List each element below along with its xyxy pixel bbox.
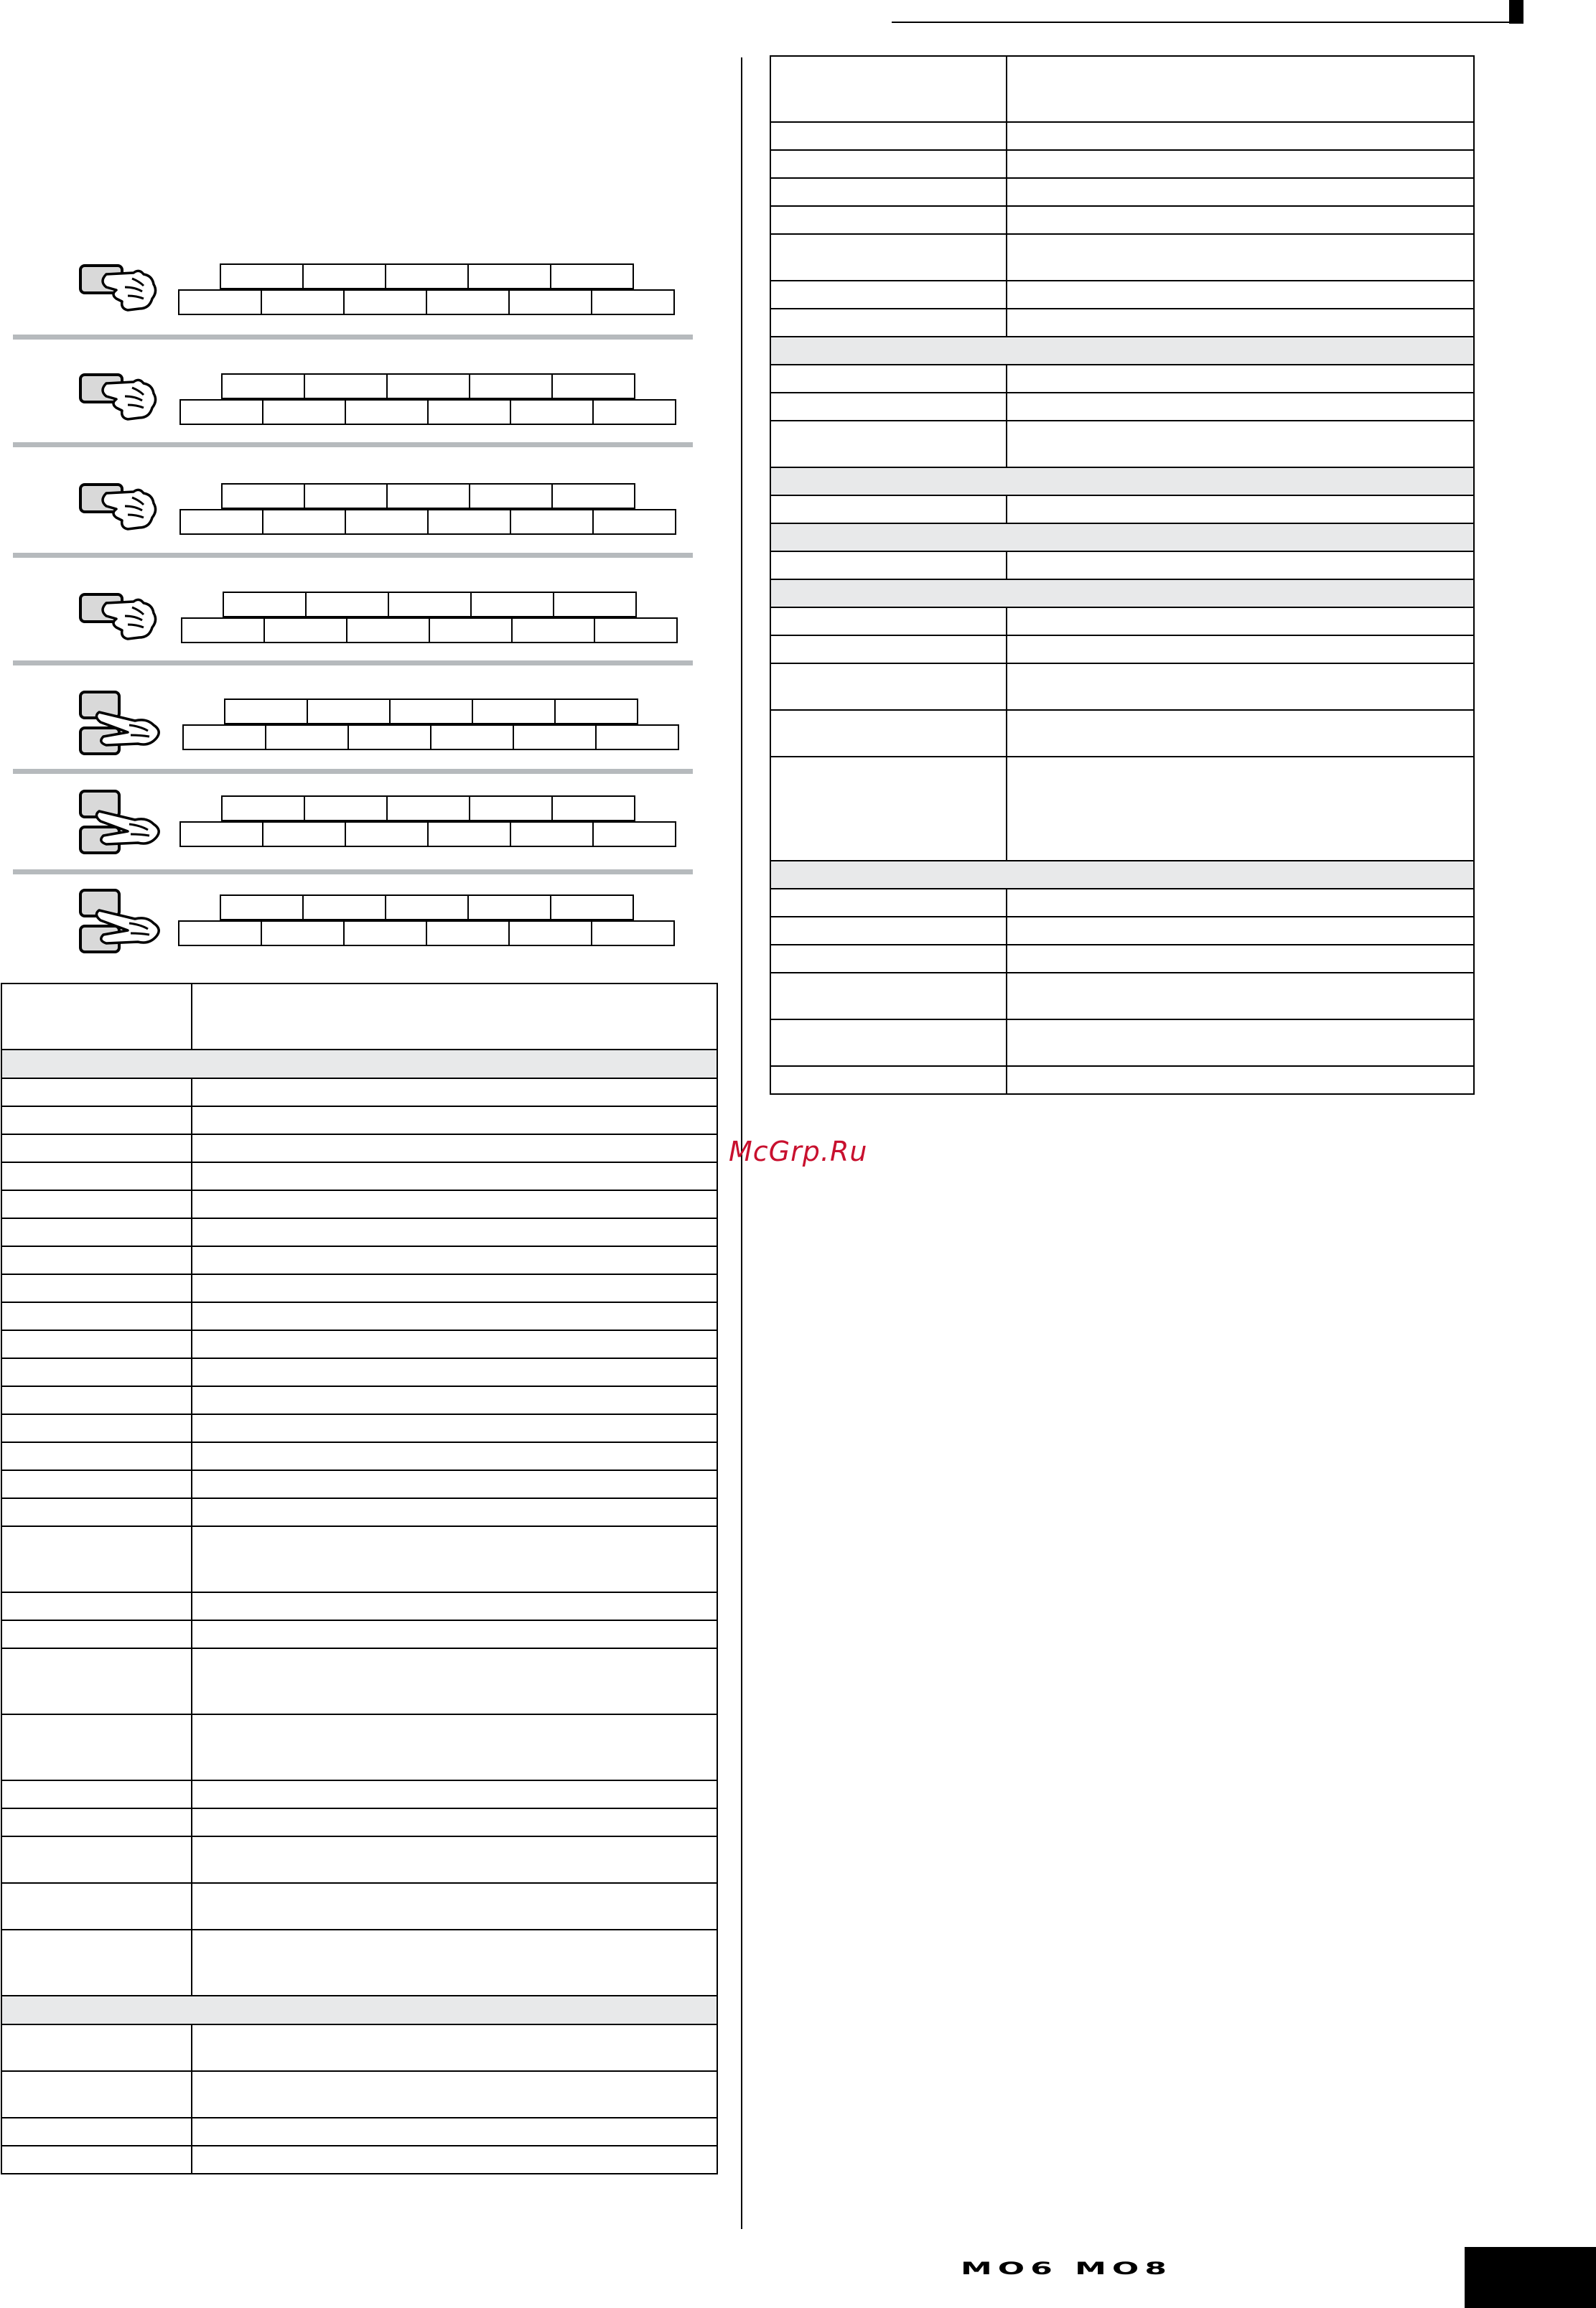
section-divider: [13, 769, 693, 774]
table-row: [770, 234, 1474, 281]
section-header-cell: [1, 1050, 717, 1078]
section-divider: [13, 335, 693, 340]
key-row-upper: [221, 795, 635, 821]
display-key-cell: [510, 509, 594, 535]
parameter-cell: [1, 1414, 192, 1442]
table-row: [1, 1526, 717, 1592]
table-row: [1, 1218, 717, 1246]
display-key-cell: [179, 509, 263, 535]
section-divider: [13, 869, 693, 874]
table-row: [1, 1442, 717, 1470]
description-cell: [1007, 757, 1474, 861]
table-row: [770, 206, 1474, 234]
display-key-cell: [262, 399, 346, 425]
description-cell: [192, 1442, 717, 1470]
description-cell: [192, 1162, 717, 1190]
parameter-cell: [770, 1019, 1007, 1066]
header-tab-marker: [1509, 0, 1523, 24]
display-key-cell: [345, 821, 429, 847]
display-key-cell: [594, 617, 678, 643]
parameter-cell: [1, 1780, 192, 1808]
parameter-cell: [1, 1078, 192, 1106]
parameter-cell: [770, 206, 1007, 234]
parameter-cell: [1, 1218, 192, 1246]
parameter-cell: [1, 1714, 192, 1780]
parameter-cell: [1, 1620, 192, 1648]
section-header-cell: [770, 579, 1474, 607]
watermark-text: McGrp.Ru: [729, 1136, 868, 1167]
description-cell: [192, 1470, 717, 1498]
parameter-cell: [770, 1066, 1007, 1094]
single-button-press-icon: [78, 258, 171, 323]
parameter-cell: [1, 1648, 192, 1714]
parameter-cell: [1, 1592, 192, 1620]
display-key-cell: [430, 724, 514, 750]
description-cell: [192, 1106, 717, 1134]
table-row: [770, 56, 1474, 122]
display-key-cell: [591, 289, 675, 315]
table-row: [770, 122, 1474, 150]
parameter-cell: [1, 1470, 192, 1498]
section-header-cell: [770, 337, 1474, 365]
display-key-cell: [343, 289, 427, 315]
description-cell: [192, 2071, 717, 2118]
section-header-row: [770, 467, 1474, 495]
display-key-cell: [224, 699, 308, 724]
section-divider: [13, 442, 693, 447]
section-header-row: [1, 1050, 717, 1078]
table-row: [1, 1162, 717, 1190]
parameter-cell: [770, 607, 1007, 635]
description-cell: [1007, 710, 1474, 757]
table-row: [1, 1106, 717, 1134]
key-row-upper: [223, 592, 637, 617]
key-row-lower: [179, 399, 676, 425]
display-key-cell: [262, 821, 346, 847]
display-key-cell: [513, 724, 597, 750]
table-row: [770, 607, 1474, 635]
parameter-cell: [1, 1386, 192, 1414]
table-row: [770, 889, 1474, 917]
parameter-cell: [1, 1442, 192, 1470]
parameter-cell: [1, 1330, 192, 1358]
table-row: [1, 1714, 717, 1780]
table-row: [770, 393, 1474, 421]
parameter-cell: [770, 150, 1007, 178]
key-row-upper: [221, 483, 635, 509]
display-key-cell: [262, 509, 346, 535]
display-key-cell: [386, 795, 470, 821]
display-key-cell: [426, 920, 510, 946]
description-cell: [192, 1330, 717, 1358]
brand-logo: MO6 MO8: [961, 2258, 1172, 2279]
parameter-cell: [1, 1134, 192, 1162]
display-key-cell: [385, 894, 469, 920]
description-cell: [192, 1648, 717, 1714]
description-cell: [1007, 551, 1474, 579]
description-cell: [192, 1386, 717, 1414]
table-row: [1, 1648, 717, 1714]
display-key-cell: [550, 894, 634, 920]
display-key-cell: [305, 592, 389, 617]
key-row-upper: [221, 373, 635, 399]
parameter-cell: [770, 635, 1007, 663]
section-header-cell: [770, 861, 1474, 889]
table-row: [1, 2118, 717, 2146]
display-key-cell: [592, 821, 676, 847]
table-row: [1, 2071, 717, 2118]
parameter-cell: [1, 1274, 192, 1302]
parameter-cell: [770, 495, 1007, 523]
parameter-cell: [1, 984, 192, 1050]
description-cell: [1007, 421, 1474, 467]
display-key-cell: [426, 289, 510, 315]
description-cell: [192, 1134, 717, 1162]
description-cell: [1007, 973, 1474, 1019]
table-row: [770, 178, 1474, 206]
description-cell: [192, 1930, 717, 1996]
display-key-cell: [178, 289, 262, 315]
spec-table-right: [770, 55, 1475, 1095]
table-row: [770, 421, 1474, 467]
two-button-press-icon: [78, 790, 171, 861]
section-header-cell: [770, 523, 1474, 551]
display-key-cell: [510, 399, 594, 425]
table-row: [1, 1078, 717, 1106]
display-key-cell: [221, 795, 305, 821]
display-key-cell: [386, 483, 470, 509]
description-cell: [1007, 945, 1474, 973]
display-key-cell: [550, 263, 634, 289]
key-row-upper: [220, 894, 634, 920]
description-cell: [1007, 178, 1474, 206]
table-row: [1, 1498, 717, 1526]
description-cell: [192, 1358, 717, 1386]
display-key-cell: [592, 509, 676, 535]
display-key-cell: [304, 483, 388, 509]
display-key-cell: [304, 795, 388, 821]
parameter-cell: [770, 122, 1007, 150]
table-row: [770, 710, 1474, 757]
page-number-tab: [1465, 2247, 1596, 2308]
display-key-cell: [467, 263, 551, 289]
parameter-cell: [770, 710, 1007, 757]
display-key-cell: [302, 263, 386, 289]
table-row: [770, 551, 1474, 579]
table-row: [1, 1246, 717, 1274]
description-cell: [1007, 635, 1474, 663]
parameter-cell: [1, 1808, 192, 1836]
parameter-cell: [1, 2118, 192, 2146]
display-key-cell: [345, 509, 429, 535]
parameter-cell: [1, 1883, 192, 1930]
description-cell: [192, 1836, 717, 1883]
description-cell: [192, 1592, 717, 1620]
description-cell: [1007, 365, 1474, 393]
table-row: [1, 1414, 717, 1442]
description-cell: [192, 2118, 717, 2146]
parameter-cell: [1, 1106, 192, 1134]
display-key-cell: [386, 373, 470, 399]
description-cell: [1007, 393, 1474, 421]
key-row-upper: [220, 263, 634, 289]
description-cell: [192, 1218, 717, 1246]
parameter-cell: [1, 1498, 192, 1526]
description-cell: [192, 2146, 717, 2174]
description-cell: [192, 1498, 717, 1526]
display-key-cell: [345, 399, 429, 425]
display-key-cell: [551, 373, 635, 399]
display-key-cell: [220, 263, 304, 289]
description-cell: [1007, 1019, 1474, 1066]
display-key-cell: [427, 399, 511, 425]
parameter-cell: [770, 56, 1007, 122]
parameter-cell: [770, 234, 1007, 281]
display-key-cell: [551, 795, 635, 821]
key-row-upper: [224, 699, 638, 724]
display-key-cell: [263, 617, 347, 643]
parameter-cell: [770, 889, 1007, 917]
description-cell: [192, 1302, 717, 1330]
table-row: [770, 495, 1474, 523]
table-row: [1, 1930, 717, 1996]
parameter-cell: [770, 281, 1007, 309]
display-key-cell: [347, 724, 431, 750]
parameter-cell: [770, 421, 1007, 467]
description-cell: [1007, 281, 1474, 309]
display-key-cell: [182, 724, 266, 750]
key-row-lower: [178, 289, 675, 315]
parameter-cell: [1, 1930, 192, 1996]
key-row-lower: [179, 821, 676, 847]
description-cell: [1007, 495, 1474, 523]
display-key-cell: [221, 373, 305, 399]
description-cell: [192, 1780, 717, 1808]
display-key-cell: [551, 483, 635, 509]
display-key-cell: [178, 920, 262, 946]
table-row: [1, 984, 717, 1050]
parameter-cell: [1, 2024, 192, 2071]
table-row: [770, 917, 1474, 945]
display-key-cell: [467, 894, 551, 920]
table-row: [770, 973, 1474, 1019]
display-key-cell: [427, 821, 511, 847]
parameter-cell: [770, 945, 1007, 973]
table-row: [770, 281, 1474, 309]
section-header-row: [770, 579, 1474, 607]
parameter-cell: [1, 2146, 192, 2174]
description-cell: [1007, 607, 1474, 635]
single-button-press-icon: [78, 587, 171, 652]
parameter-cell: [1, 1246, 192, 1274]
display-key-cell: [511, 617, 595, 643]
display-key-cell: [429, 617, 513, 643]
display-key-cell: [508, 289, 592, 315]
description-cell: [192, 1620, 717, 1648]
two-button-press-icon: [78, 691, 171, 762]
section-header-row: [1, 1996, 717, 2024]
display-key-cell: [554, 699, 638, 724]
table-row: [1, 1592, 717, 1620]
table-row: [770, 635, 1474, 663]
table-row: [1, 1274, 717, 1302]
display-key-cell: [346, 617, 430, 643]
description-cell: [192, 1414, 717, 1442]
table-row: [770, 150, 1474, 178]
spec-table-left: [1, 983, 718, 2174]
description-cell: [1007, 234, 1474, 281]
display-key-cell: [221, 483, 305, 509]
table-row: [1, 2146, 717, 2174]
parameter-cell: [770, 757, 1007, 861]
description-cell: [192, 2024, 717, 2071]
section-header-cell: [1, 1996, 717, 2024]
display-key-cell: [261, 289, 345, 315]
section-header-row: [770, 337, 1474, 365]
section-divider: [13, 660, 693, 665]
parameter-cell: [770, 663, 1007, 710]
parameter-cell: [770, 393, 1007, 421]
parameter-cell: [1, 1190, 192, 1218]
header-rule: [892, 22, 1516, 23]
table-row: [1, 1358, 717, 1386]
description-cell: [192, 984, 717, 1050]
display-key-cell: [469, 483, 553, 509]
table-row: [1, 1836, 717, 1883]
section-header-cell: [770, 467, 1474, 495]
parameter-cell: [1, 1302, 192, 1330]
description-cell: [1007, 1066, 1474, 1094]
display-key-cell: [595, 724, 679, 750]
display-key-cell: [179, 821, 263, 847]
parameter-cell: [770, 365, 1007, 393]
single-button-press-icon: [78, 477, 171, 542]
parameter-cell: [1, 1526, 192, 1592]
display-key-cell: [510, 821, 594, 847]
display-key-cell: [223, 592, 307, 617]
parameter-cell: [770, 178, 1007, 206]
table-row: [1, 1302, 717, 1330]
description-cell: [1007, 663, 1474, 710]
display-key-cell: [181, 617, 265, 643]
table-row: [1, 1134, 717, 1162]
display-key-cell: [389, 699, 473, 724]
table-row: [1, 1780, 717, 1808]
description-cell: [192, 1714, 717, 1780]
display-key-cell: [302, 894, 386, 920]
display-key-cell: [343, 920, 427, 946]
parameter-cell: [1, 1162, 192, 1190]
description-cell: [192, 1190, 717, 1218]
description-cell: [192, 1246, 717, 1274]
description-cell: [192, 1883, 717, 1930]
parameter-cell: [770, 309, 1007, 337]
description-cell: [1007, 206, 1474, 234]
display-key-cell: [304, 373, 388, 399]
parameter-cell: [1, 1836, 192, 1883]
table-row: [770, 1066, 1474, 1094]
display-key-cell: [261, 920, 345, 946]
section-header-row: [770, 523, 1474, 551]
display-key-cell: [385, 263, 469, 289]
table-row: [1, 1808, 717, 1836]
description-cell: [1007, 122, 1474, 150]
display-key-cell: [592, 399, 676, 425]
table-row: [1, 1190, 717, 1218]
description-cell: [1007, 889, 1474, 917]
description-cell: [192, 1078, 717, 1106]
display-key-cell: [591, 920, 675, 946]
table-row: [1, 1883, 717, 1930]
description-cell: [1007, 309, 1474, 337]
parameter-cell: [770, 551, 1007, 579]
key-row-lower: [181, 617, 678, 643]
parameter-cell: [770, 973, 1007, 1019]
display-key-cell: [307, 699, 391, 724]
display-key-cell: [388, 592, 472, 617]
table-row: [1, 1330, 717, 1358]
display-key-cell: [179, 399, 263, 425]
section-header-row: [770, 861, 1474, 889]
display-key-cell: [220, 894, 304, 920]
single-button-press-icon: [78, 368, 171, 432]
table-row: [1, 1470, 717, 1498]
table-row: [770, 365, 1474, 393]
key-row-lower: [182, 724, 679, 750]
description-cell: [1007, 56, 1474, 122]
parameter-cell: [1, 1358, 192, 1386]
display-key-cell: [265, 724, 349, 750]
table-row: [1, 2024, 717, 2071]
description-cell: [1007, 917, 1474, 945]
display-key-cell: [472, 699, 556, 724]
parameter-cell: [770, 917, 1007, 945]
display-key-cell: [553, 592, 637, 617]
table-row: [1, 1620, 717, 1648]
parameter-cell: [1, 2071, 192, 2118]
section-divider: [13, 553, 693, 558]
display-key-cell: [469, 373, 553, 399]
display-key-cell: [427, 509, 511, 535]
table-row: [770, 945, 1474, 973]
table-row: [1, 1386, 717, 1414]
key-row-lower: [179, 509, 676, 535]
description-cell: [192, 1526, 717, 1592]
two-button-press-icon: [78, 889, 171, 961]
description-cell: [192, 1274, 717, 1302]
key-row-lower: [178, 920, 675, 946]
description-cell: [1007, 150, 1474, 178]
description-cell: [192, 1808, 717, 1836]
table-row: [770, 309, 1474, 337]
display-key-cell: [469, 795, 553, 821]
display-key-cell: [470, 592, 554, 617]
table-row: [770, 1019, 1474, 1066]
table-row: [770, 663, 1474, 710]
table-row: [770, 757, 1474, 861]
display-key-cell: [508, 920, 592, 946]
